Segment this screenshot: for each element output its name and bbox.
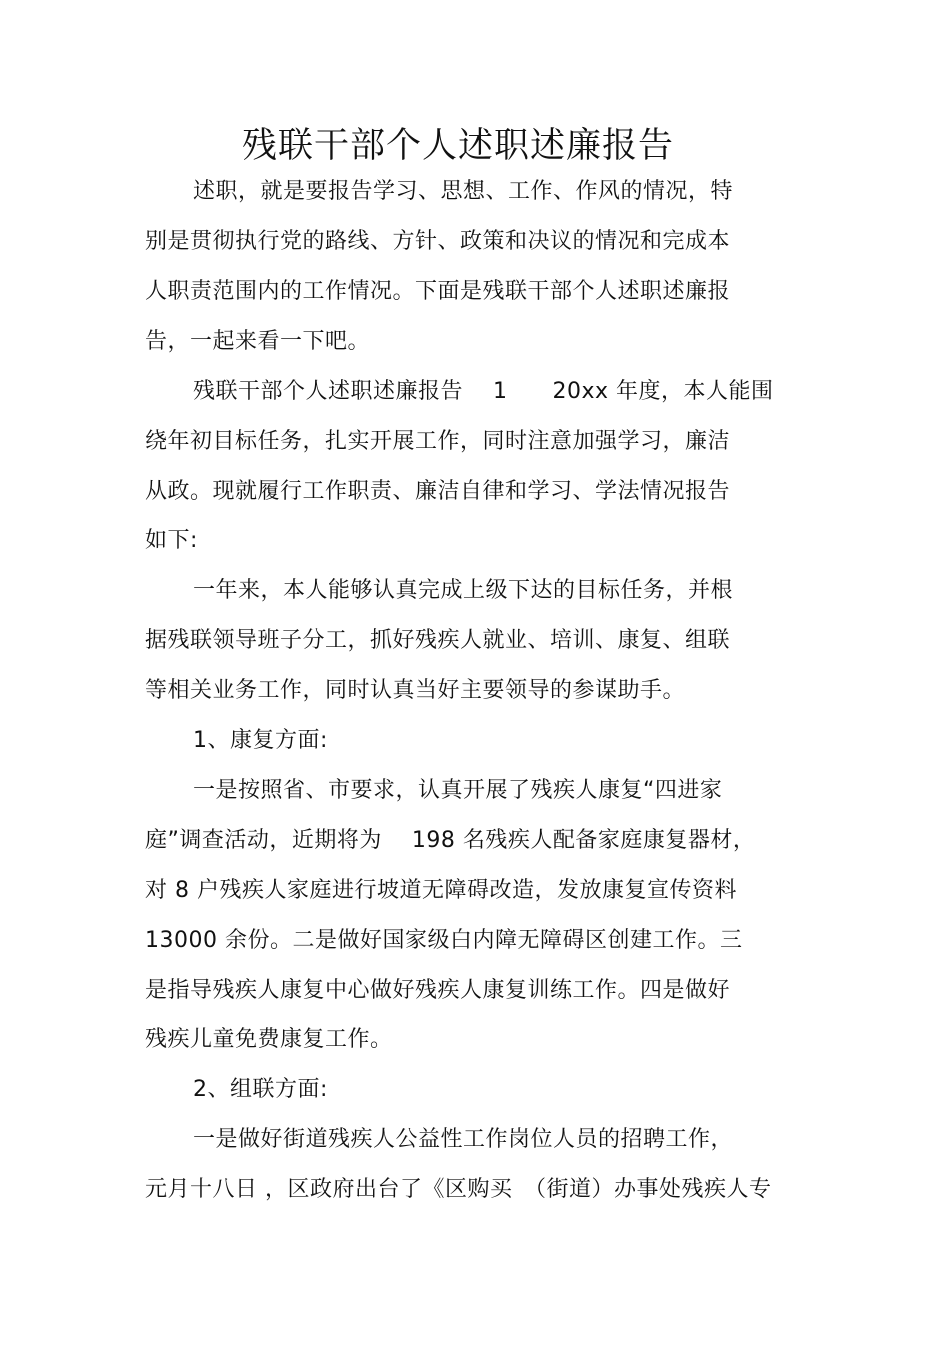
paragraph-line: 从政。现就履行工作职责、廉洁自律和学习、学法情况报告 [145, 479, 731, 504]
paragraph-line: 绕年初目标任务，扎实开展工作，同时注意加强学习，廉洁 [145, 429, 731, 454]
paragraph-line: 据残联领导班子分工，抓好残疾人就业、培训、康复、组联 [145, 628, 731, 653]
paragraph-line: 一年来，本人能够认真完成上级下达的目标任务，并根 [193, 578, 734, 603]
paragraph-line: 述职，就是要报告学习、思想、工作、作风的情况，特 [193, 179, 734, 204]
paragraph-line: 告，一起来看一下吧。 [145, 329, 371, 354]
paragraph-line: 对 8 户残疾人家庭进行坡道无障碍改造，发放康复宣传资料 [145, 878, 737, 903]
paragraph-line: 一是做好街道残疾人公益性工作岗位人员的招聘工作， [193, 1127, 734, 1152]
paragraph-line: 残疾儿童免费康复工作。 [145, 1027, 393, 1052]
paragraph-line: 一是按照省、市要求，认真开展了残疾人康复“四进家 [193, 778, 723, 803]
paragraph-line: 等相关业务工作，同时认真当好主要领导的参谋助手。 [145, 678, 686, 703]
paragraph-line: 如下: [145, 528, 198, 553]
paragraph-line: 元月十八日 ，区政府出台了《区购买 （街道）办事处残疾人专 [145, 1177, 772, 1202]
section-heading: 1、康复方面: [193, 728, 328, 753]
paragraph-line: 庭”调查活动，近期将为 198 名残疾人配备家庭康复器材， [145, 828, 756, 853]
paragraph-line: 残联干部个人述职述廉报告 1 20xx 年度，本人能围 [193, 379, 774, 404]
paragraph-line: 别是贯彻执行党的路线、方针、政策和决议的情况和完成本 [145, 229, 731, 254]
paragraph-line: 13000 余份。二是做好国家级白内障无障碍区创建工作。三 [145, 928, 743, 953]
paragraph-line: 是指导残疾人康复中心做好残疾人康复训练工作。四是做好 [145, 978, 731, 1003]
paragraph-line: 人职责范围内的工作情况。下面是残联干部个人述职述廉报 [145, 279, 731, 304]
section-heading: 2、组联方面: [193, 1077, 328, 1102]
document-title: 残联干部个人述职述廉报告 [241, 126, 674, 166]
